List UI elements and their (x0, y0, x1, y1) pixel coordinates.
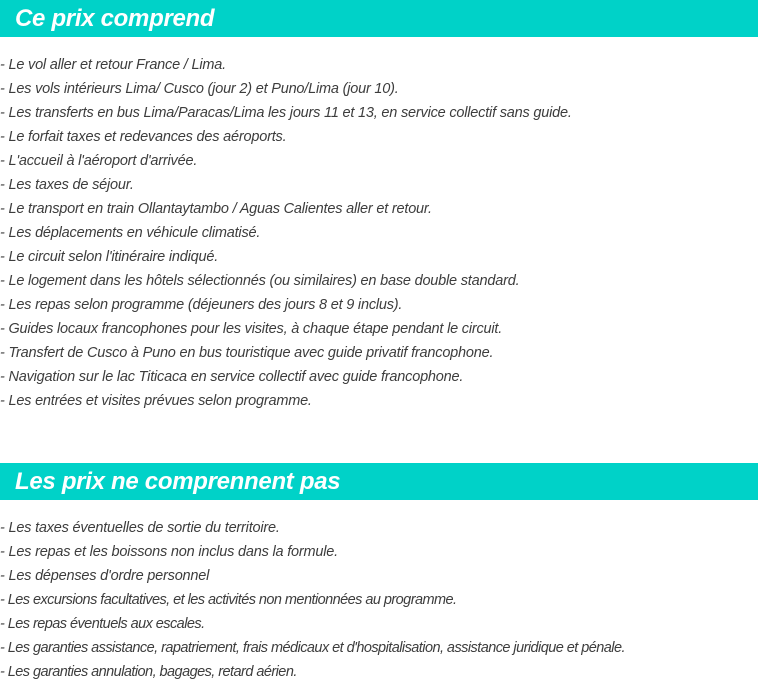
list-item: - Navigation sur le lac Titicaca en service collectif avec guide francophone. (0, 369, 464, 385)
list-item: - Le logement dans les hôtels sélectionnés (ou similaires) en base double standard. (0, 273, 520, 289)
excluded-items-list (0, 516, 758, 684)
list-item: - Guides locaux francophones pour les visites, à chaque étape pendant le circuit. (0, 321, 503, 337)
section-title-includes: Ce prix comprend (15, 5, 215, 32)
section-header-includes (0, 0, 758, 37)
list-item: - Les taxes de séjour. (0, 177, 134, 193)
list-item: - Les transferts en bus Lima/Paracas/Lima les jours 11 et 13, en service collectif sans guide. (0, 105, 572, 121)
list-item: - Les taxes éventuelles de sortie du territoire. (0, 520, 280, 536)
included-items-list (0, 53, 758, 413)
list-item: - Les entrées et visites prévues selon programme. (0, 393, 312, 409)
list-item: - Les dépenses d'ordre personnel (0, 568, 210, 584)
list-item: - Les vols intérieurs Lima/ Cusco (jour 2) et Puno/Lima (jour 10). (0, 81, 399, 97)
list-item: - Les garanties assistance, rapatriement, frais médicaux et d'hospitalisation, assistance juridique et pénale. (0, 640, 625, 656)
list-item: - Le transport en train Ollantaytambo / Aguas Calientes aller et retour. (0, 201, 432, 217)
list-item: - L'accueil à l'aéroport d'arrivée. (0, 153, 198, 169)
section-title-excludes: Les prix ne comprennent pas (15, 468, 341, 495)
list-item: - Le circuit selon l'itinéraire indiqué. (0, 249, 219, 265)
list-item: - Les repas selon programme (déjeuners des jours 8 et 9 inclus). (0, 297, 403, 313)
list-item: - Le vol aller et retour France / Lima. (0, 57, 226, 73)
section-price-excludes (0, 463, 758, 684)
list-item: - Le forfait taxes et redevances des aéroports. (0, 129, 287, 145)
list-item: - Les repas et les boissons non inclus dans la formule. (0, 544, 338, 560)
list-item: - Les repas éventuels aux escales. (0, 616, 205, 632)
list-item: - Les excursions facultatives, et les activités non mentionnées au programme. (0, 592, 457, 608)
list-item: - Les garanties annulation, bagages, retard aérien. (0, 664, 297, 680)
list-item: - Les déplacements en véhicule climatisé. (0, 225, 261, 241)
list-item: - Transfert de Cusco à Puno en bus touristique avec guide privatif francophone. (0, 345, 494, 361)
section-header-excludes (0, 463, 758, 500)
